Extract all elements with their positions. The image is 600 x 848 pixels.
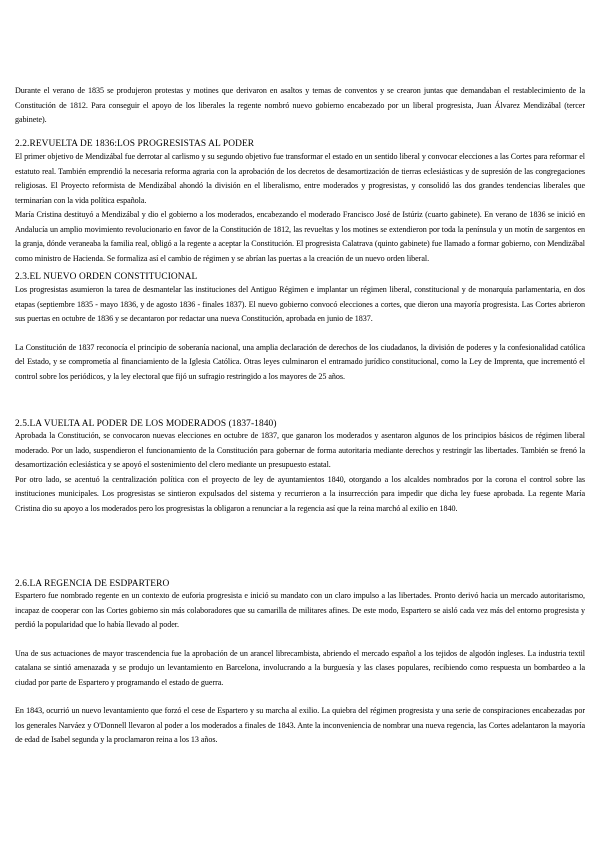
section-heading-revuelta-1836: 2.2.REVUELTA DE 1836:LOS PROGRESISTAS AL PODER: [15, 139, 255, 149]
paragraph: Durante el verano de 1835 se produjeron protestas y motines que derivaron en asaltos y temas de conventos y se crearon juntas que demandaban el restablecimiento de la Constitución de 1812. Para conseguir el apoyo de los liberales la regente nombró nuevo gobierno encabezado por un liberal progresista, Juan Álvarez Mendizábal (tercer gabinete).: [15, 86, 585, 124]
paragraph: Los progresistas asumieron la tarea de desmantelar las instituciones del Antiguo Régimen e implantar un régimen liberal, constitucional y de monarquía parlamentaria, en dos etapas (septiembre 1835 - mayo 1836, y de agosto 1836 - finales 1837). El nuevo gobierno convocó elecciones a cortes, que dieron una mayoría progresista. Las Cortes abrieron sus puertas en octubre de 1836 y se decantaron por redactar una nueva Constitución, aprobada en junio de 1837.: [15, 285, 585, 323]
section-body-vuelta-moderados: [15, 429, 585, 516]
paragraph: Por otro lado, se acentuó la centralización política con el proyecto de ley de ayuntamientos 1840, otorgando a los alcaldes nombrados por la corona el control sobre las instituciones municipales. Los progresistas se sintieron expulsados del sistema y recurrieron a la insurrección para impedir que dicha ley fuese aprobada. La regente María Cristina dio su apoyo a los moderados pero los progresistas la obligaron a renunciar a la regencia así que la reina marchó al exilio en 1840.: [15, 474, 585, 513]
paragraph: Una de sus actuaciones de mayor trascendencia fue la aprobación de un arancel librecambista, abriendo el mercado español a los tejidos de algodón ingleses. La industria textil catalana se sintió amenazada y se produjo un levantamiento en Barcelona, involucrando a la burguesía y las clases populares, recibiendo como respuesta un bombardeo a la ciudad por parte de Espartero y programando el estado de guerra.: [15, 648, 585, 687]
paragraph: Aprobada la Constitución, se convocaron nuevas elecciones en octubre de 1837, que ganaron los moderados y asentaron algunos de los principios básicos de régimen liberal moderado. Por un lado, suspendieron el funcionamiento de la Constitución para gobernar de forma autoritaria mediante derechos y restringir las libertades. También se frenó la desamortización eclesiástica y se apoyó el sostenimiento del clero mediante un presupuesto estatal.: [15, 431, 585, 469]
paragraph: El primer objetivo de Mendizábal fue derrotar al carlismo y su segundo objetivo fue transformar el estado en un sentido liberal y convocar elecciones a las Cortes para reformar el estatuto real. También emprendió la necesaria reforma agraria con la aprobación de los decretos de desamortización de tierras eclesiásticas y de supresión de las congregaciones religiosas. El Proyecto reformista de Mendizábal ahondó la división en el liberalismo, entre moderados y progresistas, y consolidó las dos grandes tendencias liberales que terminarían con la vida política española.: [15, 152, 585, 205]
intro-paragraph: [15, 84, 585, 128]
paragraph: La Constitución de 1837 reconocía el principio de soberanía nacional, una amplia declaración de derechos de los ciudadanos, la división de poderes y la confesionalidad católica del Estado, y se comprometía al financiamiento de la Iglesia Católica. Otras leyes culminaron el entramado jurídico constitucional, como la Ley de Imprenta, que incrementó el control sobre los periódicos, y la ley electoral que fijó un sufragio restringido a los mayores de 25 años.: [15, 342, 585, 381]
section-body-revuelta-1836: [15, 150, 585, 266]
section-body-nuevo-orden: [15, 283, 585, 384]
section-heading-vuelta-moderados: 2.5.LA VUELTA AL PODER DE LOS MODERADOS (1837-1840): [15, 419, 277, 429]
section-heading-regencia-espartero: 2.6.LA REGENCIA DE ESDPARTERO: [15, 579, 170, 589]
paragraph: María Cristina destituyó a Mendizábal y dio el gobierno a los moderados, encabezando el moderado Francisco José de Istúriz (cuarto gabinete). En verano de 1836 se inició en Andalucía un amplio movimiento revolucionario en favor de la Constitución de 1812, las revueltas y los motines se extendieron por toda la península y un motín de sargentos en la granja, dónde veraneaba la familia real, obligó a la regente a aceptar la Constitución. El progresista Calatrava (quinto gabinete) fue llamado a formar gobierno, con Mendizábal como ministro de Hacienda. Se formaliza así el cambio de régimen y se abrían las puertas a la creación de un nuevo orden liberal.: [15, 210, 585, 263]
paragraph: Espartero fue nombrado regente en un contexto de euforia progresista e inició su mandato con un claro impulso a las libertades. Pronto derivó hacia un mercado autoritarismo, incapaz de cooperar con las Cortes gobierno sin más colaboradores que su camarilla de militares afines. De este modo, Espartero se aisló cada vez más del entorno progresista y perdió la popularidad que lo había llevado al poder.: [15, 591, 585, 629]
section-body-regencia-espartero: [15, 589, 585, 748]
section-heading-nuevo-orden: 2.3.EL NUEVO ORDEN CONSTITUCIONAL: [15, 272, 198, 282]
paragraph: En 1843, ocurrió un nuevo levantamiento que forzó el cese de Espartero y su marcha al exilio. La quiebra del régimen progresista y una serie de conspiraciones encabezadas por los generales Narváez y O'Donnell llevaron al poder a los moderados a finales de 1843. Ante la inconveniencia de nombrar una nueva regencia, las Cortes adelantaron la mayoría de edad de Isabel segunda y la proclamaron reina a los 13 años.: [15, 706, 585, 744]
